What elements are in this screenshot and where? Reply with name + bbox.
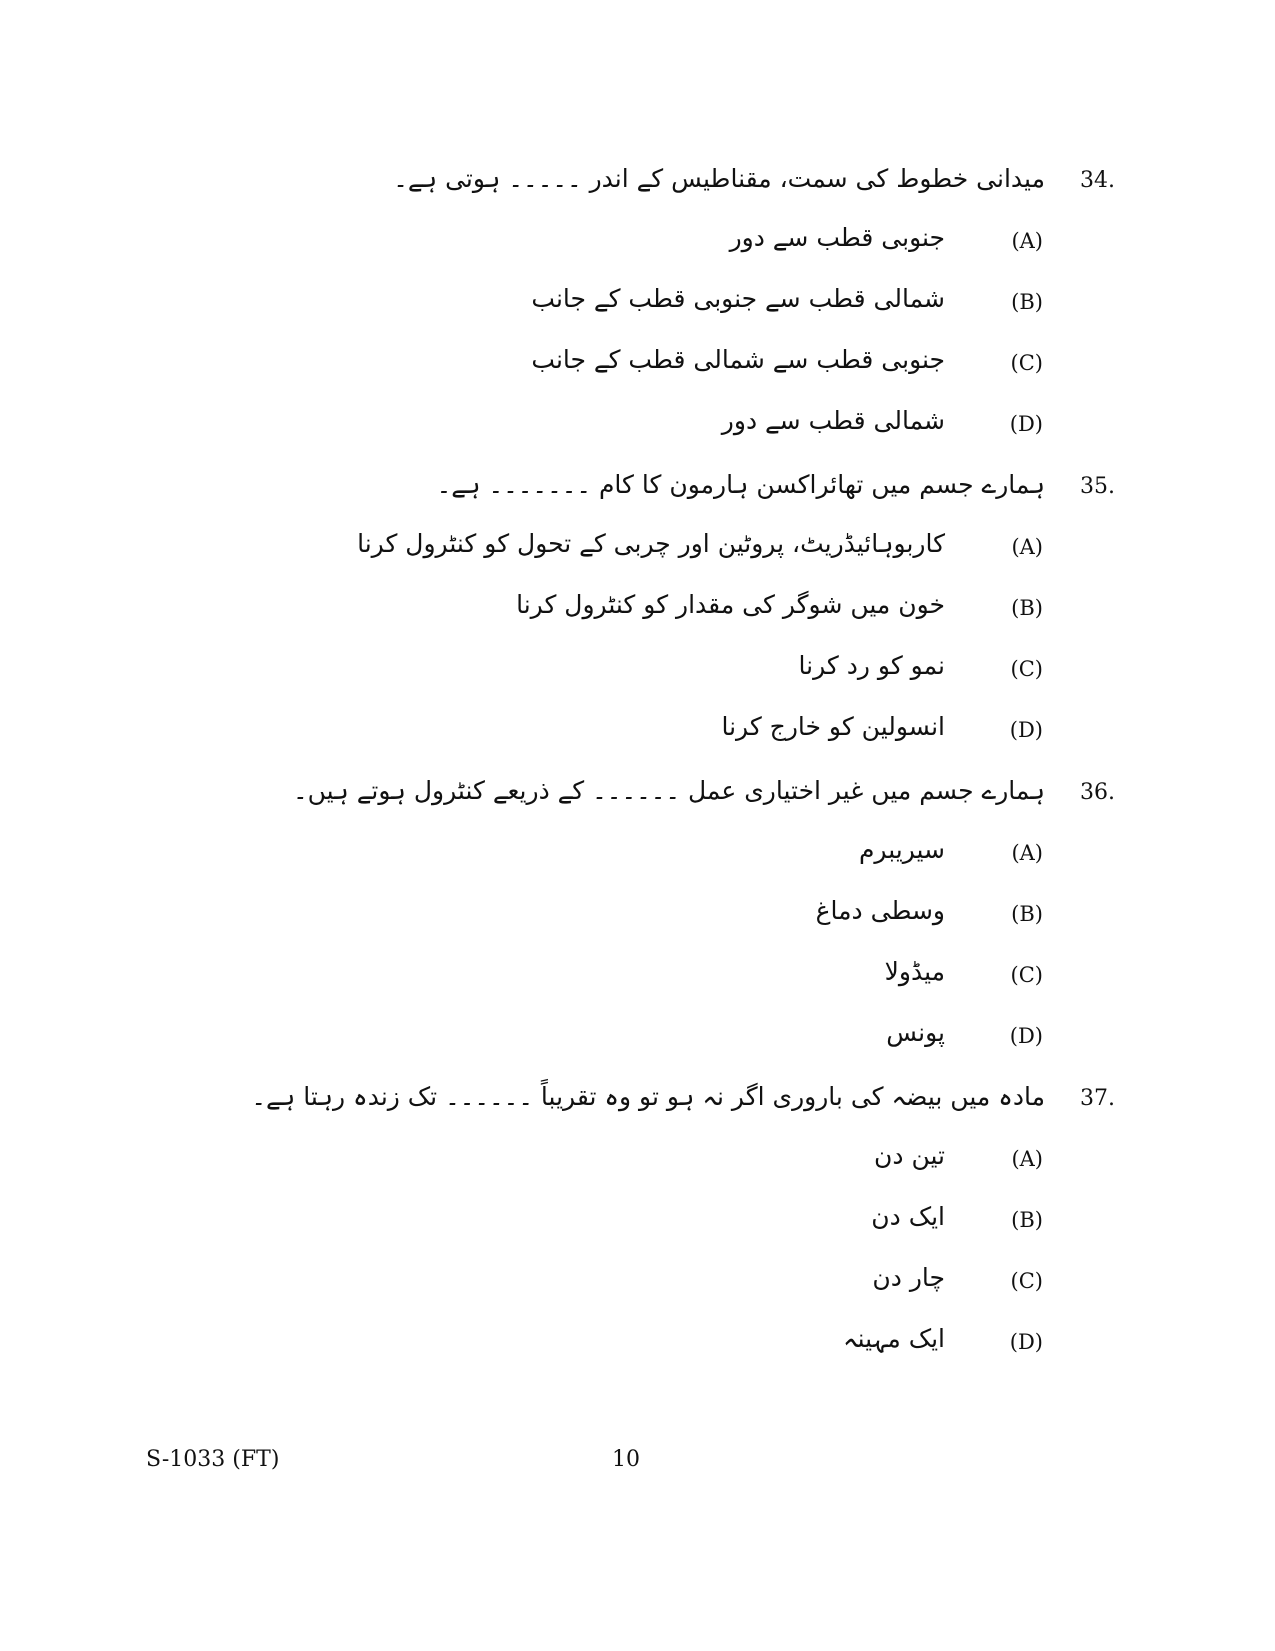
option-label: (D) bbox=[1009, 412, 1043, 436]
option-text: جنوبی قطب سے شمالی قطب کے جانب bbox=[531, 345, 945, 374]
option-text: سیریبرم bbox=[858, 835, 945, 864]
option-label: (A) bbox=[1011, 535, 1043, 559]
question-text: ہمارے جسم میں تھائراکسن ہارمون کا کام ۔۔۔۔۔۔۔ ہے۔ bbox=[436, 470, 1045, 499]
option-text: وسطی دماغ bbox=[815, 896, 945, 925]
option-label: (B) bbox=[1011, 290, 1043, 314]
option-label: (C) bbox=[1010, 351, 1043, 375]
option-text: میڈولا bbox=[884, 957, 945, 986]
question-number: 37. bbox=[1080, 1086, 1115, 1111]
option-label: (C) bbox=[1010, 1269, 1043, 1293]
option-label: (C) bbox=[1010, 963, 1043, 987]
option-text: شمالی قطب سے دور bbox=[721, 406, 945, 435]
option-text: نمو کو رد کرنا bbox=[798, 651, 945, 680]
option-label: (B) bbox=[1011, 596, 1043, 620]
question-number: 34. bbox=[1080, 168, 1115, 193]
option-text: کاربوہائیڈریٹ، پروٹین اور چربی کے تحول کو کنٹرول کرنا bbox=[357, 529, 945, 558]
option-label: (D) bbox=[1009, 1330, 1043, 1354]
option-text: چار دن bbox=[872, 1263, 945, 1292]
question-text: مادہ میں بیضہ کی باروری اگر نہ ہو تو وہ تقریباً ۔۔۔۔۔۔ تک زندہ رہتا ہے۔ bbox=[251, 1082, 1045, 1111]
option-text: پونس bbox=[886, 1018, 945, 1047]
option-label: (B) bbox=[1011, 902, 1043, 926]
option-text: خون میں شوگر کی مقدار کو کنٹرول کرنا bbox=[516, 590, 945, 619]
option-label: (B) bbox=[1011, 1208, 1043, 1232]
option-text: تین دن bbox=[874, 1141, 945, 1170]
option-label: (A) bbox=[1011, 229, 1043, 253]
paper-code: S-1033 (FT) bbox=[146, 1447, 280, 1472]
option-text: جنوبی قطب سے دور bbox=[729, 223, 945, 252]
question-text: میدانی خطوط کی سمت، مقناطیس کے اندر ۔۔۔۔۔ ہوتی ہے۔ bbox=[393, 164, 1045, 193]
option-label: (C) bbox=[1010, 657, 1043, 681]
option-text: انسولین کو خارج کرنا bbox=[721, 712, 945, 741]
question-text: ہمارے جسم میں غیر اختیاری عمل ۔۔۔۔۔۔ کے ذریعے کنٹرول ہوتے ہیں۔ bbox=[292, 776, 1045, 805]
question-number: 36. bbox=[1080, 780, 1115, 805]
page-number: 10 bbox=[612, 1447, 640, 1472]
option-label: (A) bbox=[1011, 841, 1043, 865]
option-label: (D) bbox=[1009, 718, 1043, 742]
option-text: شمالی قطب سے جنوبی قطب کے جانب bbox=[531, 284, 945, 313]
option-text: ایک مہینہ bbox=[842, 1324, 945, 1353]
option-text: ایک دن bbox=[871, 1202, 945, 1231]
option-label: (A) bbox=[1011, 1147, 1043, 1171]
question-number: 35. bbox=[1080, 474, 1115, 499]
option-label: (D) bbox=[1009, 1024, 1043, 1048]
